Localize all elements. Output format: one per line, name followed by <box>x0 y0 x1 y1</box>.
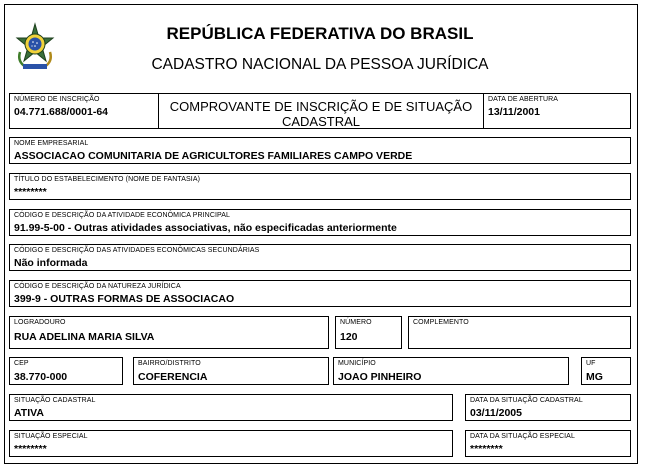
situacao-cadastral-value: ATIVA <box>14 407 44 419</box>
situacao-cadastral-box <box>9 394 453 421</box>
uf-value: MG <box>586 371 603 383</box>
comprovante-box <box>158 93 484 129</box>
data-situacao-cadastral-value: 03/11/2005 <box>470 407 522 419</box>
atividade-principal-box <box>9 209 631 236</box>
natureza-juridica-value: 399-9 - OUTRAS FORMAS DE ASSOCIACAO <box>14 293 235 305</box>
numero-inscricao-label: NÚMERO DE INSCRIÇÃO <box>14 96 100 103</box>
page-subtitle: CADASTRO NACIONAL DA PESSOA JURÍDICA <box>151 56 489 73</box>
comprovante-title <box>159 99 483 129</box>
data-situacao-especial-label: DATA DA SITUAÇÃO ESPECIAL <box>470 433 575 440</box>
uf-box <box>581 357 631 385</box>
data-situacao-especial-box <box>465 430 631 457</box>
situacao-cadastral-label: SITUAÇÃO CADASTRAL <box>14 397 96 404</box>
uf-label: UF <box>586 360 596 367</box>
atividades-secundarias-label: CÓDIGO E DESCRIÇÃO DAS ATIVIDADES ECONÔMICAS SECUNDÁRIAS <box>14 247 260 254</box>
data-situacao-cadastral-box <box>465 394 631 421</box>
nome-empresarial-value: ASSOCIACAO COMUNITARIA DE AGRICULTORES FAMILIARES CAMPO VERDE <box>14 150 413 162</box>
cep-value: 38.770-000 <box>14 371 68 383</box>
numero-inscricao-value: 04.771.688/0001-64 <box>14 106 109 118</box>
logradouro-label: LOGRADOURO <box>14 319 66 326</box>
data-situacao-cadastral-label: DATA DA SITUAÇÃO CADASTRAL <box>470 397 583 404</box>
data-abertura-box <box>483 93 631 129</box>
bairro-value: COFERENCIA <box>138 371 208 383</box>
atividades-secundarias-box <box>9 244 631 271</box>
bairro-label: BAIRRO/DISTRITO <box>138 360 201 367</box>
bairro-box <box>133 357 329 385</box>
nome-empresarial-box <box>9 137 631 164</box>
titulo-estabelecimento-label: TÍTULO DO ESTABELECIMENTO (NOME DE FANTASIA) <box>14 176 201 183</box>
comprovante-line2: CADASTRAL <box>281 114 361 129</box>
nome-empresarial-label: NOME EMPRESARIAL <box>14 140 89 147</box>
municipio-box <box>333 357 569 385</box>
logradouro-value: RUA ADELINA MARIA SILVA <box>14 331 155 343</box>
numero-box <box>335 316 402 349</box>
municipio-value: JOAO PINHEIRO <box>338 371 422 383</box>
data-abertura-value: 13/11/2001 <box>488 106 540 118</box>
numero-inscricao-box <box>9 93 159 129</box>
comprovante-line1: COMPROVANTE DE INSCRIÇÃO E DE SITUAÇÃO <box>169 99 473 114</box>
cep-label: CEP <box>14 360 29 367</box>
atividade-principal-label: CÓDIGO E DESCRIÇÃO DA ATIVIDADE ECONÔMICA PRINCIPAL <box>14 212 231 219</box>
data-situacao-especial-value: ******** <box>470 443 503 455</box>
titulo-estabelecimento-value: ******** <box>14 186 47 198</box>
situacao-especial-label: SITUAÇÃO ESPECIAL <box>14 433 88 440</box>
municipio-label: MUNICÍPIO <box>338 360 376 367</box>
situacao-especial-box <box>9 430 453 457</box>
complemento-label: COMPLEMENTO <box>413 319 469 326</box>
situacao-especial-value: ******** <box>14 443 47 455</box>
complemento-box <box>408 316 631 349</box>
cep-box <box>9 357 123 385</box>
numero-label: NÚMERO <box>340 319 372 326</box>
data-abertura-label: DATA DE ABERTURA <box>488 96 559 103</box>
titulo-estabelecimento-box <box>9 173 631 200</box>
page-title: REPÚBLICA FEDERATIVA DO BRASIL <box>166 24 474 43</box>
numero-value: 120 <box>340 331 358 343</box>
logradouro-box <box>9 316 329 349</box>
natureza-juridica-label: CÓDIGO E DESCRIÇÃO DA NATUREZA JURÍDICA <box>14 283 181 290</box>
atividade-principal-value: 91.99-5-00 - Outras atividades associativas, não especificadas anteriormente <box>14 222 397 234</box>
natureza-juridica-box <box>9 280 631 307</box>
atividades-secundarias-value: Não informada <box>14 257 88 269</box>
